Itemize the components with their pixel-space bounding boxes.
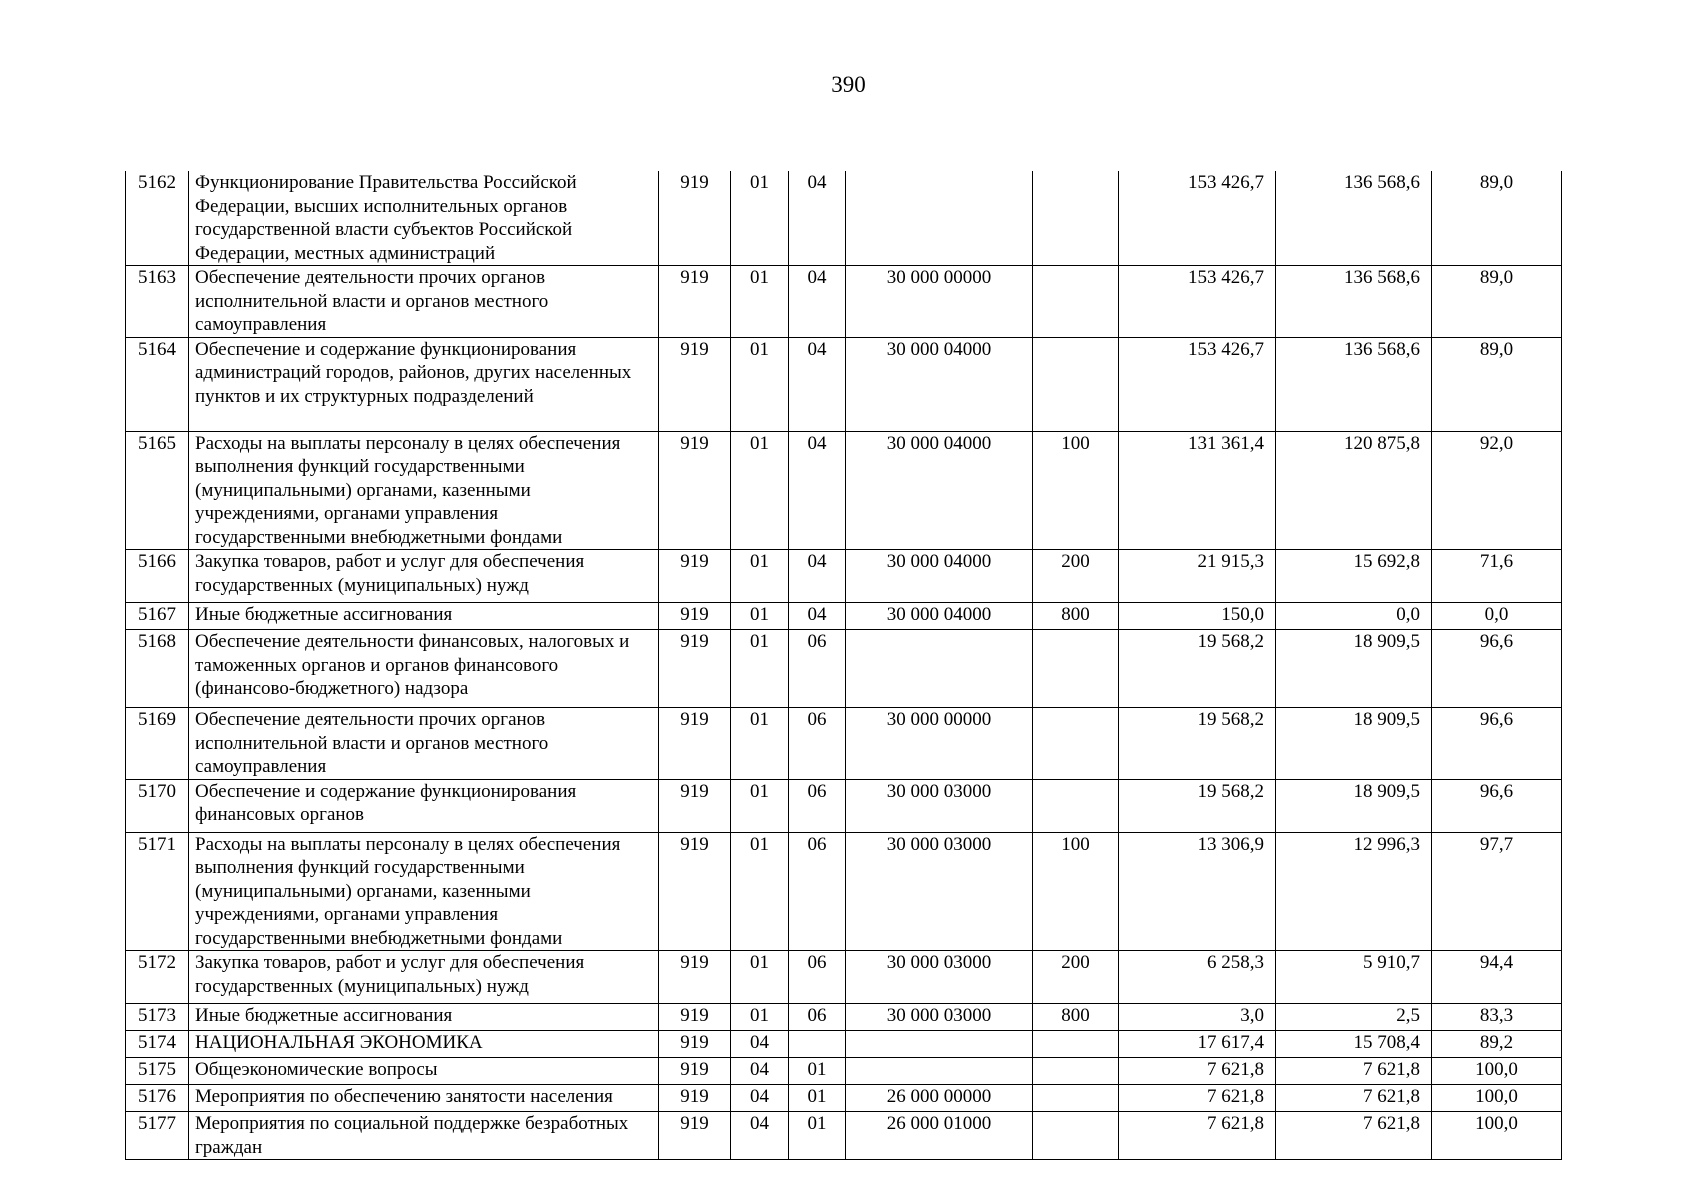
section-code: 01 xyxy=(731,1004,789,1031)
ministry-code: 919 xyxy=(659,1058,731,1085)
planned-amount: 19 568,2 xyxy=(1119,779,1276,832)
target-article-code: 30 000 00000 xyxy=(846,708,1033,780)
ministry-code: 919 xyxy=(659,337,731,431)
row-number: 5172 xyxy=(126,951,189,1004)
row-number: 5165 xyxy=(126,431,189,550)
ministry-code: 919 xyxy=(659,1031,731,1058)
expense-name: Обеспечение и содержание функционирования финансовых органов xyxy=(189,779,659,832)
subsection-code: 06 xyxy=(789,1004,846,1031)
row-number: 5177 xyxy=(126,1112,189,1160)
planned-amount: 3,0 xyxy=(1119,1004,1276,1031)
ministry-code: 919 xyxy=(659,603,731,630)
expense-name: Обеспечение деятельности финансовых, налоговых и таможенных органов и органов финансового (финансово-бюджетного) надзора xyxy=(189,630,659,708)
expense-type-code: 200 xyxy=(1033,550,1119,603)
subsection-code: 04 xyxy=(789,603,846,630)
section-code: 01 xyxy=(731,171,789,266)
expense-type-code xyxy=(1033,708,1119,780)
table-row xyxy=(126,832,1562,951)
execution-percent: 89,0 xyxy=(1432,337,1562,431)
expense-type-code xyxy=(1033,779,1119,832)
expense-name: Закупка товаров, работ и услуг для обеспечения государственных (муниципальных) нужд xyxy=(189,951,659,1004)
row-number: 5171 xyxy=(126,832,189,951)
planned-amount: 153 426,7 xyxy=(1119,337,1276,431)
actual-amount: 2,5 xyxy=(1276,1004,1432,1031)
target-article-code: 26 000 00000 xyxy=(846,1085,1033,1112)
execution-percent: 94,4 xyxy=(1432,951,1562,1004)
actual-amount: 120 875,8 xyxy=(1276,431,1432,550)
table-row xyxy=(126,630,1562,708)
actual-amount: 15 692,8 xyxy=(1276,550,1432,603)
planned-amount: 131 361,4 xyxy=(1119,431,1276,550)
section-code: 01 xyxy=(731,266,789,338)
planned-amount: 6 258,3 xyxy=(1119,951,1276,1004)
table-row xyxy=(126,337,1562,431)
planned-amount: 150,0 xyxy=(1119,603,1276,630)
actual-amount: 12 996,3 xyxy=(1276,832,1432,951)
subsection-code: 06 xyxy=(789,832,846,951)
subsection-code: 04 xyxy=(789,266,846,338)
row-number: 5162 xyxy=(126,171,189,266)
table-row xyxy=(126,708,1562,780)
planned-amount: 153 426,7 xyxy=(1119,171,1276,266)
planned-amount: 19 568,2 xyxy=(1119,708,1276,780)
target-article-code: 30 000 04000 xyxy=(846,550,1033,603)
section-code: 01 xyxy=(731,550,789,603)
expense-name: Общеэкономические вопросы xyxy=(189,1058,659,1085)
row-number: 5170 xyxy=(126,779,189,832)
actual-amount: 7 621,8 xyxy=(1276,1058,1432,1085)
row-number: 5174 xyxy=(126,1031,189,1058)
target-article-code: 30 000 03000 xyxy=(846,951,1033,1004)
expense-name: Расходы на выплаты персоналу в целях обеспечения выполнения функций государственными (муниципальными) органами, казенными учреждениями, органами управления государственными внебюджетными фондами xyxy=(189,832,659,951)
expense-type-code xyxy=(1033,266,1119,338)
execution-percent: 92,0 xyxy=(1432,431,1562,550)
expense-type-code: 100 xyxy=(1033,431,1119,550)
ministry-code: 919 xyxy=(659,171,731,266)
execution-percent: 96,6 xyxy=(1432,779,1562,832)
section-code: 01 xyxy=(731,708,789,780)
target-article-code: 30 000 04000 xyxy=(846,431,1033,550)
actual-amount: 18 909,5 xyxy=(1276,708,1432,780)
expense-name: Обеспечение и содержание функционирования администраций городов, районов, других населенных пунктов и их структурных подразделений xyxy=(189,337,659,431)
row-number: 5163 xyxy=(126,266,189,338)
expense-name: Мероприятия по обеспечению занятости населения xyxy=(189,1085,659,1112)
actual-amount: 15 708,4 xyxy=(1276,1031,1432,1058)
table-row xyxy=(126,1058,1562,1085)
table-row xyxy=(126,951,1562,1004)
section-code: 01 xyxy=(731,337,789,431)
actual-amount: 136 568,6 xyxy=(1276,337,1432,431)
actual-amount: 136 568,6 xyxy=(1276,171,1432,266)
expense-name: Обеспечение деятельности прочих органов исполнительной власти и органов местного самоуправления xyxy=(189,266,659,338)
section-code: 01 xyxy=(731,431,789,550)
subsection-code: 06 xyxy=(789,779,846,832)
subsection-code xyxy=(789,1031,846,1058)
execution-percent: 0,0 xyxy=(1432,603,1562,630)
row-number: 5173 xyxy=(126,1004,189,1031)
row-number: 5176 xyxy=(126,1085,189,1112)
row-number: 5168 xyxy=(126,630,189,708)
row-number: 5166 xyxy=(126,550,189,603)
actual-amount: 136 568,6 xyxy=(1276,266,1432,338)
section-code: 01 xyxy=(731,603,789,630)
section-code: 04 xyxy=(731,1058,789,1085)
subsection-code: 06 xyxy=(789,630,846,708)
table-row xyxy=(126,550,1562,603)
ministry-code: 919 xyxy=(659,431,731,550)
actual-amount: 18 909,5 xyxy=(1276,630,1432,708)
planned-amount: 19 568,2 xyxy=(1119,630,1276,708)
section-code: 04 xyxy=(731,1031,789,1058)
section-code: 01 xyxy=(731,630,789,708)
table-row xyxy=(126,1031,1562,1058)
subsection-code: 01 xyxy=(789,1085,846,1112)
subsection-code: 06 xyxy=(789,951,846,1004)
subsection-code: 04 xyxy=(789,550,846,603)
expense-type-code xyxy=(1033,1031,1119,1058)
target-article-code xyxy=(846,1031,1033,1058)
expense-type-code xyxy=(1033,630,1119,708)
ministry-code: 919 xyxy=(659,1112,731,1160)
actual-amount: 7 621,8 xyxy=(1276,1085,1432,1112)
expense-name: Закупка товаров, работ и услуг для обеспечения государственных (муниципальных) нужд xyxy=(189,550,659,603)
execution-percent: 97,7 xyxy=(1432,832,1562,951)
target-article-code: 30 000 00000 xyxy=(846,266,1033,338)
execution-percent: 100,0 xyxy=(1432,1112,1562,1160)
planned-amount: 17 617,4 xyxy=(1119,1031,1276,1058)
section-code: 01 xyxy=(731,951,789,1004)
ministry-code: 919 xyxy=(659,1004,731,1031)
target-article-code xyxy=(846,1058,1033,1085)
ministry-code: 919 xyxy=(659,630,731,708)
table-row xyxy=(126,431,1562,550)
execution-percent: 89,2 xyxy=(1432,1031,1562,1058)
target-article-code: 30 000 03000 xyxy=(846,1004,1033,1031)
subsection-code: 06 xyxy=(789,708,846,780)
row-number: 5175 xyxy=(126,1058,189,1085)
page-number: 390 xyxy=(831,72,866,97)
row-number: 5167 xyxy=(126,603,189,630)
execution-percent: 89,0 xyxy=(1432,171,1562,266)
expense-name: Мероприятия по социальной поддержке безработных граждан xyxy=(189,1112,659,1160)
execution-percent: 83,3 xyxy=(1432,1004,1562,1031)
expense-name: Иные бюджетные ассигнования xyxy=(189,1004,659,1031)
expense-type-code xyxy=(1033,171,1119,266)
table-row xyxy=(126,779,1562,832)
planned-amount: 13 306,9 xyxy=(1119,832,1276,951)
ministry-code: 919 xyxy=(659,1085,731,1112)
table-row xyxy=(126,603,1562,630)
section-code: 04 xyxy=(731,1085,789,1112)
expense-type-code: 100 xyxy=(1033,832,1119,951)
subsection-code: 04 xyxy=(789,171,846,266)
ministry-code: 919 xyxy=(659,550,731,603)
table-row xyxy=(126,1004,1562,1031)
expense-type-code: 800 xyxy=(1033,603,1119,630)
actual-amount: 7 621,8 xyxy=(1276,1112,1432,1160)
execution-percent: 96,6 xyxy=(1432,630,1562,708)
expense-name: НАЦИОНАЛЬНАЯ ЭКОНОМИКА xyxy=(189,1031,659,1058)
planned-amount: 7 621,8 xyxy=(1119,1058,1276,1085)
ministry-code: 919 xyxy=(659,951,731,1004)
ministry-code: 919 xyxy=(659,832,731,951)
execution-percent: 100,0 xyxy=(1432,1058,1562,1085)
section-code: 01 xyxy=(731,832,789,951)
target-article-code: 30 000 04000 xyxy=(846,603,1033,630)
execution-percent: 100,0 xyxy=(1432,1085,1562,1112)
section-code: 01 xyxy=(731,779,789,832)
expense-name: Расходы на выплаты персоналу в целях обеспечения выполнения функций государственными (муниципальными) органами, казенными учреждениями, органами управления государственными внебюджетными фондами xyxy=(189,431,659,550)
actual-amount: 18 909,5 xyxy=(1276,779,1432,832)
expense-type-code xyxy=(1033,1085,1119,1112)
execution-percent: 96,6 xyxy=(1432,708,1562,780)
expense-type-code: 200 xyxy=(1033,951,1119,1004)
subsection-code: 04 xyxy=(789,337,846,431)
expense-name: Иные бюджетные ассигнования xyxy=(189,603,659,630)
target-article-code xyxy=(846,171,1033,266)
planned-amount: 7 621,8 xyxy=(1119,1085,1276,1112)
row-number: 5164 xyxy=(126,337,189,431)
target-article-code: 30 000 03000 xyxy=(846,779,1033,832)
section-code: 04 xyxy=(731,1112,789,1160)
actual-amount: 0,0 xyxy=(1276,603,1432,630)
table-row xyxy=(126,1085,1562,1112)
subsection-code: 04 xyxy=(789,431,846,550)
ministry-code: 919 xyxy=(659,779,731,832)
expense-type-code: 800 xyxy=(1033,1004,1119,1031)
subsection-code: 01 xyxy=(789,1058,846,1085)
planned-amount: 153 426,7 xyxy=(1119,266,1276,338)
ministry-code: 919 xyxy=(659,708,731,780)
actual-amount: 5 910,7 xyxy=(1276,951,1432,1004)
ministry-code: 919 xyxy=(659,266,731,338)
expense-name: Обеспечение деятельности прочих органов исполнительной власти и органов местного самоуправления xyxy=(189,708,659,780)
expense-name: Функционирование Правительства Российской Федерации, высших исполнительных органов государственной власти субъектов Российской Федерации, местных администраций xyxy=(189,171,659,266)
budget-table xyxy=(125,171,1562,1160)
execution-percent: 71,6 xyxy=(1432,550,1562,603)
expense-type-code xyxy=(1033,1112,1119,1160)
table-body xyxy=(126,171,1562,1160)
subsection-code: 01 xyxy=(789,1112,846,1160)
target-article-code: 26 000 01000 xyxy=(846,1112,1033,1160)
table-row xyxy=(126,1112,1562,1160)
table-row xyxy=(126,171,1562,266)
expense-type-code xyxy=(1033,1058,1119,1085)
target-article-code: 30 000 04000 xyxy=(846,337,1033,431)
target-article-code xyxy=(846,630,1033,708)
execution-percent: 89,0 xyxy=(1432,266,1562,338)
row-number: 5169 xyxy=(126,708,189,780)
target-article-code: 30 000 03000 xyxy=(846,832,1033,951)
table-row xyxy=(126,266,1562,338)
expense-type-code xyxy=(1033,337,1119,431)
planned-amount: 7 621,8 xyxy=(1119,1112,1276,1160)
planned-amount: 21 915,3 xyxy=(1119,550,1276,603)
